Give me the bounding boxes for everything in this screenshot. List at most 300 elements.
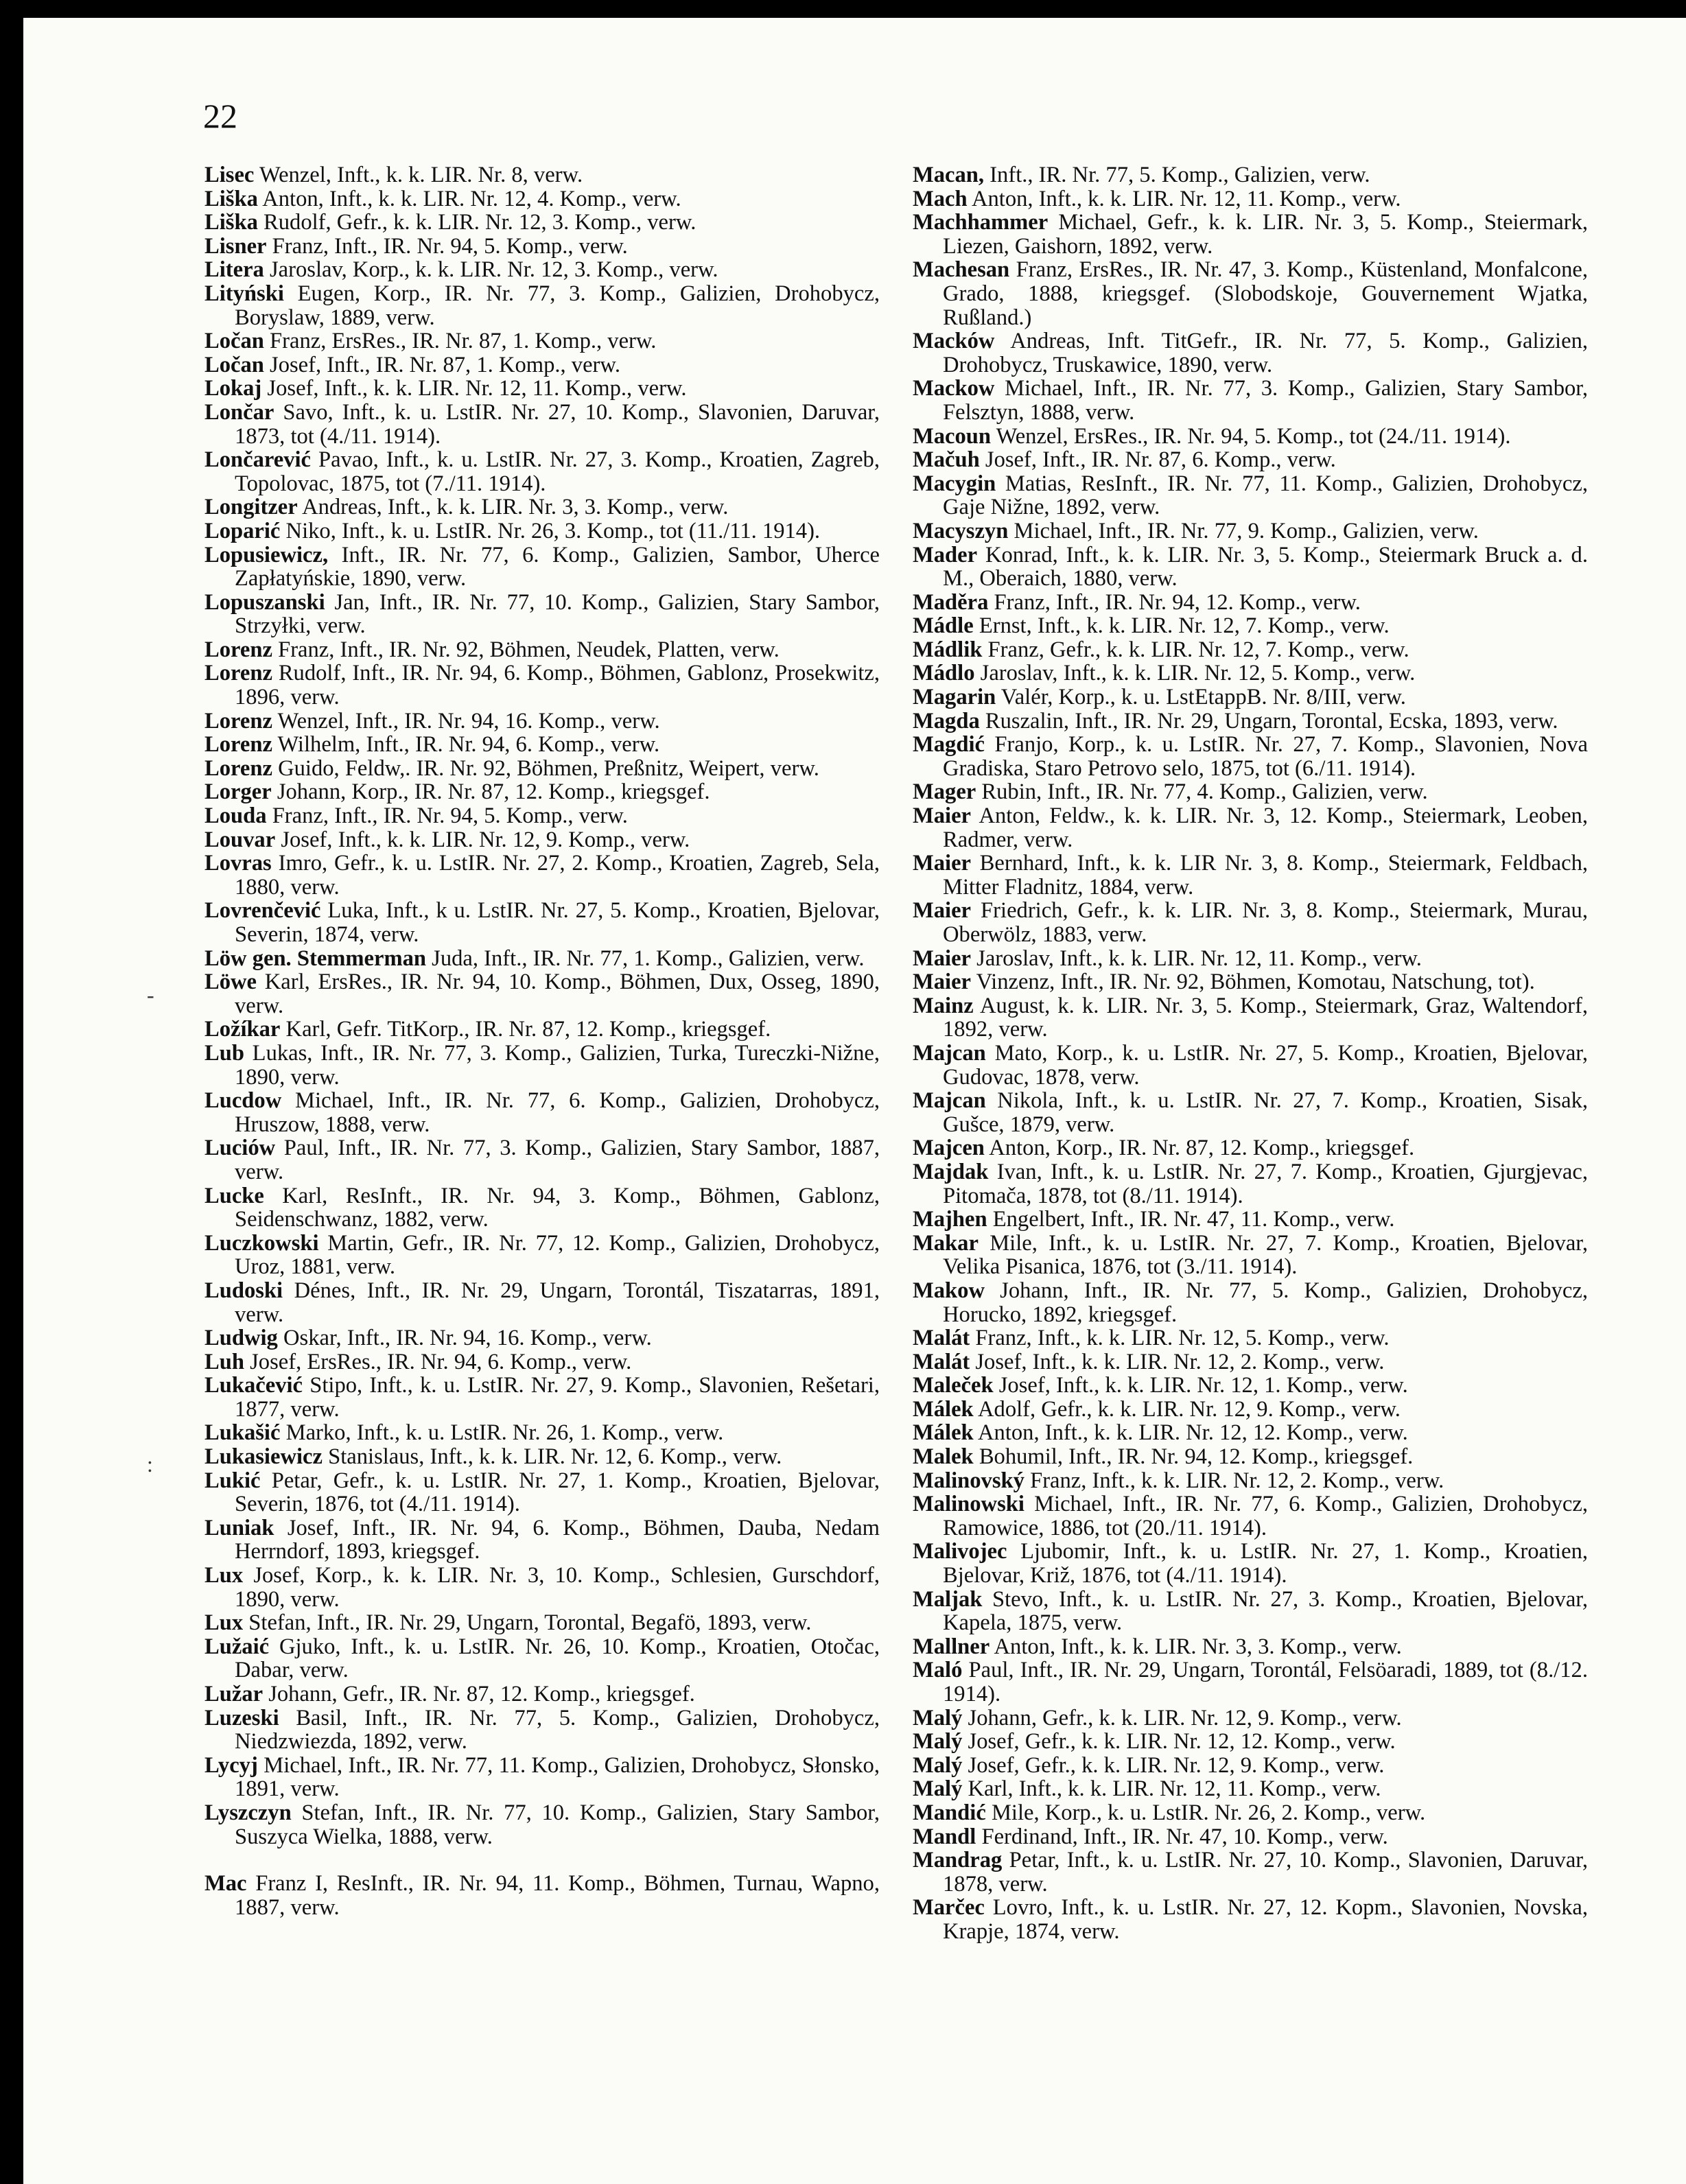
register-entry: [204, 1136, 880, 1184]
entry-details: Ruszalin, Inft., IR. Nr. 29, Ungarn, Torontal, Ecska, 1893, verw.: [979, 708, 1558, 733]
entry-surname: Löwe: [204, 970, 257, 995]
register-entry: [913, 1398, 1588, 1422]
entry-surname: Lopusiewicz,: [204, 542, 329, 567]
register-entry: [204, 519, 880, 543]
entry-details: Pavao, Inft., k. u. LstIR. Nr. 27, 3. Komp., Kroatien, Zagreb, Topolovac, 1875, tot (7./11. 1914).: [235, 447, 880, 496]
entry-details: Josef, Gefr., k. k. LIR. Nr. 12, 9. Komp., verw.: [962, 1752, 1385, 1778]
register-entry: [913, 591, 1588, 615]
entry-surname: Ludoski: [204, 1278, 283, 1303]
register-entry: [204, 187, 880, 211]
entry-details: Karl, ResInft., IR. Nr. 94, 3. Komp., Böhmen, Gablonz, Seidenschwanz, 1882, verw.: [235, 1183, 880, 1232]
entry-details: Josef, Inft., IR. Nr. 87, 6. Komp., verw.: [979, 447, 1336, 473]
entry-surname: Lorenz: [204, 708, 272, 733]
entry-details: Franjo, Korp., k. u. LstIR. Nr. 27, 7. Komp., Slavonien, Nova Gradiska, Staro Petrovo selo, 1875, tot (6./11. 1914).: [943, 732, 1588, 781]
register-entry: [204, 1374, 880, 1421]
entry-surname: Mádlik: [913, 637, 983, 662]
entry-surname: Lopuszanski: [204, 589, 325, 615]
entry-details: Imro, Gefr., k. u. LstIR. Nr. 27, 2. Komp., Kroatien, Zagreb, Sela, 1880, verw.: [235, 851, 880, 900]
entry-details: Inft., IR. Nr. 77, 5. Komp., Galizien, verw.: [984, 163, 1370, 187]
entry-details: Petar, Inft., k. u. LstIR. Nr. 27, 10. Komp., Slavonien, Daruvar, 1878, verw.: [943, 1848, 1588, 1897]
entry-details: Bohumil, Inft., IR. Nr. 94, 12. Komp., kriegsgef.: [973, 1444, 1414, 1470]
register-entry: [913, 970, 1588, 994]
register-entry: [204, 235, 880, 259]
register-entry: [913, 1896, 1588, 1943]
entry-surname: Macyszyn: [913, 518, 1009, 543]
entry-details: Lovro, Inft., k. u. LstIR. Nr. 27, 12. Kopm., Slavonien, Novska, Krapje, 1874, verw.: [943, 1895, 1588, 1944]
register-entry: [204, 211, 880, 235]
register-entry: [913, 1042, 1588, 1089]
entry-surname: Malinowski: [913, 1492, 1025, 1517]
entry-details: Valér, Korp., k. u. LstEtappB. Nr. 8/III, verw.: [996, 685, 1406, 710]
entry-details: Andreas, Inft., k. k. LIR. Nr. 3, 3. Komp., verw.: [297, 495, 729, 520]
entry-surname: Malinovský: [913, 1468, 1025, 1493]
entry-details: Friedrich, Gefr., k. k. LIR. Nr. 3, 8. Komp., Steiermark, Murau, Oberwölz, 1883, verw.: [943, 898, 1588, 947]
register-entry: [913, 1635, 1588, 1659]
register-entry: [204, 780, 880, 804]
entry-surname: Lityński: [204, 281, 284, 306]
entry-surname: Maier: [913, 803, 972, 829]
entry-surname: Macków: [913, 329, 995, 354]
register-entry: [204, 1706, 880, 1754]
register-entry: [204, 1611, 880, 1635]
entry-details: Franz, Inft., k. k. LIR. Nr. 12, 5. Komp., verw.: [970, 1326, 1390, 1351]
entry-surname: Makar: [913, 1230, 979, 1256]
register-entry: [913, 709, 1588, 733]
entry-details: Josef, Inft., IR. Nr. 94, 6. Komp., Böhmen, Dauba, Nedam Herrndorf, 1893, kriegsgef.: [235, 1515, 880, 1564]
entry-details: Vinzenz, Inft., IR. Nr. 92, Böhmen, Komotau, Natschung, tot).: [971, 970, 1535, 995]
entry-surname: Ločan: [204, 352, 264, 377]
entry-surname: Malivojec: [913, 1539, 1007, 1564]
entry-surname: Lorenz: [204, 637, 272, 662]
register-entry: [204, 1445, 880, 1469]
entry-details: Michael, Inft., IR. Nr. 77, 6. Komp., Galizien, Drohobycz, Hruszow, 1888, verw.: [235, 1088, 880, 1137]
entry-surname: Mádle: [913, 613, 974, 639]
register-entry: [913, 1825, 1588, 1849]
register-entry: [913, 472, 1588, 519]
entry-surname: Mallner: [913, 1634, 990, 1659]
entry-details: Marko, Inft., k. u. LstIR. Nr. 26, 1. Komp., verw.: [280, 1420, 724, 1446]
register-entry: [913, 1801, 1588, 1825]
register-entry: [913, 187, 1588, 211]
register-entry: [204, 709, 880, 733]
register-entry: [913, 1279, 1588, 1326]
page-number: 22: [203, 97, 237, 135]
entry-details: Konrad, Inft., k. k. LIR. Nr. 3, 5. Komp., Steiermark Bruck a. d. M., Oberaich, 1880, verw.: [943, 542, 1588, 591]
register-entry: [913, 1658, 1588, 1706]
register-entry: [913, 377, 1588, 424]
entry-details: Ljubomir, Inft., k. u. LstIR. Nr. 27, 1. Komp., Kroatien, Bjelovar, Križ, 1876, tot (4./11. 1914).: [943, 1539, 1588, 1588]
entry-surname: Litera: [204, 257, 264, 283]
entry-details: Eugen, Korp., IR. Nr. 77, 3. Komp., Galizien, Drohobycz, Boryslaw, 1889, verw.: [235, 281, 880, 330]
entry-surname: Lukić: [204, 1468, 261, 1493]
register-entry: [204, 1350, 880, 1374]
entry-details: Wenzel, Inft., k. k. LIR. Nr. 8, verw.: [254, 163, 583, 187]
entry-surname: Maier: [913, 898, 972, 924]
register-entry: [913, 1421, 1588, 1445]
entry-details: Paul, Inft., IR. Nr. 29, Ungarn, Torontál, Felsöaradi, 1889, tot (8./12. 1914).: [943, 1658, 1588, 1706]
register-entry: [913, 1089, 1588, 1136]
entry-surname: Lisner: [204, 233, 267, 259]
entry-details: Engelbert, Inft., IR. Nr. 47, 11. Komp., verw.: [987, 1207, 1395, 1232]
register-entry: [204, 1184, 880, 1232]
register-entry: [204, 828, 880, 852]
entry-surname: Luh: [204, 1349, 244, 1374]
register-entry: [204, 757, 880, 781]
entry-details: Matias, ResInft., IR. Nr. 77, 11. Komp., Galizien, Drohobycz, Gaje Nižne, 1892, verw.: [943, 471, 1588, 520]
right-column: [913, 163, 1588, 1944]
entry-details: Stevo, Inft., k. u. LstIR. Nr. 27, 3. Komp., Kroatien, Bjelovar, Kapela, 1875, verw.: [943, 1586, 1588, 1636]
entry-details: Stipo, Inft., k. u. LstIR. Nr. 27, 9. Komp., Slavonien, Rešetari, 1877, verw.: [235, 1373, 880, 1422]
entry-surname: Mackow: [913, 376, 995, 401]
entry-details: Johann, Korp., IR. Nr. 87, 12. Komp., kriegsgef.: [271, 779, 710, 805]
entry-details: Luka, Inft., k u. LstIR. Nr. 27, 5. Komp., Kroatien, Bjelovar, Severin, 1874, verw.: [235, 898, 880, 947]
document-page: [23, 18, 1686, 2184]
entry-details: Franz, Inft., IR. Nr. 92, Böhmen, Neudek, Platten, verw.: [272, 637, 780, 662]
entry-surname: Macoun: [913, 423, 992, 449]
entry-details: Guido, Feldw,. IR. Nr. 92, Böhmen, Preßnitz, Weipert, verw.: [272, 755, 819, 781]
register-entry: [204, 1801, 880, 1848]
register-entry: [204, 1872, 880, 1919]
entry-surname: Ložíkar: [204, 1017, 281, 1042]
register-entry: [913, 1208, 1588, 1232]
entry-surname: Loparić: [204, 518, 281, 543]
entry-surname: Liška: [204, 210, 258, 235]
entry-details: Wenzel, Inft., IR. Nr. 94, 16. Komp., verw.: [272, 708, 660, 733]
entry-surname: Louda: [204, 803, 267, 829]
entry-surname: Ludwig: [204, 1326, 278, 1351]
register-entry: [204, 970, 880, 1018]
entry-surname: Liška: [204, 186, 258, 211]
register-entry: [913, 1374, 1588, 1398]
entry-surname: Lokaj: [204, 376, 262, 401]
register-entry: [204, 638, 880, 662]
entry-surname: Lukasiewicz: [204, 1444, 323, 1470]
entry-surname: Majcen: [913, 1136, 985, 1161]
entry-details: Wilhelm, Inft., IR. Nr. 94, 6. Komp., verw.: [272, 732, 660, 758]
register-entry: [913, 1232, 1588, 1279]
entry-surname: Ločan: [204, 329, 264, 354]
entry-details: Rubin, Inft., IR. Nr. 77, 4. Komp., Galizien, verw.: [976, 779, 1428, 805]
entry-details: Bernhard, Inft., k. k. LIR Nr. 3, 8. Komp., Steiermark, Feldbach, Mitter Fladnitz, 1884, verw.: [943, 851, 1588, 900]
register-entry: [913, 1754, 1588, 1778]
register-entry: [204, 1469, 880, 1516]
entry-surname: Louvar: [204, 827, 276, 852]
entry-surname: Mager: [913, 779, 976, 805]
entry-surname: Makow: [913, 1278, 985, 1303]
entry-details: Karl, Inft., k. k. LIR. Nr. 12, 11. Komp., verw.: [962, 1776, 1381, 1802]
entry-surname: Lovras: [204, 851, 272, 876]
register-entry: [913, 1445, 1588, 1469]
entry-details: Johann, Gefr., IR. Nr. 87, 12. Komp., kriegsgef.: [263, 1682, 695, 1706]
register-entry: [204, 733, 880, 757]
register-entry: [913, 425, 1588, 449]
entry-surname: Mach: [913, 186, 968, 211]
entry-surname: Majcan: [913, 1088, 986, 1114]
entry-details: Lukas, Inft., IR. Nr. 77, 3. Komp., Galizien, Turka, Tureczki-Nižne, 1890, verw.: [235, 1040, 880, 1090]
entry-details: Anton, Inft., k. k. LIR. Nr. 3, 3. Komp., verw.: [990, 1634, 1402, 1659]
entry-details: Franz, Inft., k. k. LIR. Nr. 12, 2. Komp., verw.: [1024, 1468, 1444, 1493]
register-entry: [204, 1279, 880, 1326]
register-entry: [204, 1421, 880, 1445]
register-entry: [204, 258, 880, 282]
register-entry: [913, 1588, 1588, 1635]
register-entry: [913, 1160, 1588, 1208]
entry-surname: Lovrenčević: [204, 898, 321, 924]
register-entry: [913, 448, 1588, 472]
entry-details: Basil, Inft., IR. Nr. 77, 5. Komp., Galizien, Drohobycz, Niedzwiezda, 1892, verw.: [235, 1705, 880, 1754]
register-entry: [913, 1730, 1588, 1754]
entry-details: Stefan, Inft., IR. Nr. 29, Ungarn, Torontal, Begafö, 1893, verw.: [243, 1610, 812, 1636]
margin-mark: :: [147, 1452, 153, 1477]
entry-surname: Lucdow: [204, 1088, 282, 1114]
entry-surname: Lončar: [204, 399, 274, 425]
register-entry: [204, 353, 880, 377]
register-entry: [204, 282, 880, 329]
entry-details: Michael, Gefr., k. k. LIR. Nr. 3, 5. Komp., Steiermark, Liezen, Gaishorn, 1892, verw.: [943, 210, 1588, 259]
register-entry: [204, 163, 880, 187]
register-entry: [913, 1136, 1588, 1160]
entry-details: Franz, Inft., IR. Nr. 94, 5. Komp., verw.: [266, 233, 628, 259]
register-entry: [204, 401, 880, 448]
entry-surname: Luciów: [204, 1136, 276, 1161]
register-entry: [204, 899, 880, 946]
entry-surname: Malý: [913, 1776, 963, 1802]
entry-details: Josef, Gefr., k. k. LIR. Nr. 12, 12. Komp., verw.: [962, 1729, 1396, 1754]
entry-details: Ferdinand, Inft., IR. Nr. 47, 10. Komp., verw.: [976, 1824, 1388, 1849]
entry-surname: Majdak: [913, 1159, 989, 1184]
entry-surname: Mainz: [913, 993, 974, 1018]
entry-surname: Löw gen. Stemmerman: [204, 946, 427, 971]
register-entry: [913, 804, 1588, 852]
entry-details: Mile, Inft., k. u. LstIR. Nr. 27, 7. Komp., Kroatien, Bjelovar, Velika Pisanica, 1876, tot (3./11. 1914).: [943, 1230, 1588, 1280]
entry-details: Dénes, Inft., IR. Nr. 29, Ungarn, Torontál, Tiszatarras, 1891, verw.: [235, 1278, 880, 1327]
entry-details: Josef, Inft., IR. Nr. 87, 1. Komp., verw.: [264, 352, 620, 377]
register-entry: [913, 1777, 1588, 1801]
register-entry: [913, 685, 1588, 709]
entry-surname: Maljak: [913, 1586, 983, 1612]
entry-details: Ivan, Inft., k. u. LstIR. Nr. 27, 7. Komp., Kroatien, Gjurgjevac, Pitomača, 1878, tot (8./11. 1914).: [943, 1159, 1588, 1208]
register-entry: [204, 804, 880, 828]
entry-details: Franz I, ResInft., IR. Nr. 94, 11. Komp., Böhmen, Turnau, Wapno, 1887, verw.: [235, 1871, 880, 1920]
register-entry: [913, 1492, 1588, 1540]
entry-details: Anton, Korp., IR. Nr. 87, 12. Komp., kriegsgef.: [984, 1136, 1415, 1161]
register-entry: [913, 211, 1588, 258]
entry-details: Rudolf, Gefr., k. k. LIR. Nr. 12, 3. Komp., verw.: [257, 210, 696, 235]
register-entry: [204, 1018, 880, 1042]
entry-details: August, k. k. LIR. Nr. 3, 5. Komp., Steiermark, Graz, Waltendorf, 1892, verw.: [943, 993, 1588, 1042]
entry-details: Adolf, Gefr., k. k. LIR. Nr. 12, 9. Komp., verw.: [973, 1396, 1401, 1422]
entry-surname: Machesan: [913, 257, 1010, 283]
entry-details: Johann, Gefr., k. k. LIR. Nr. 12, 9. Komp., verw.: [962, 1705, 1402, 1730]
entry-details: Stefan, Inft., IR. Nr. 77, 10. Komp., Galizien, Stary Sambor, Suszyca Wielka, 1888, verw.: [235, 1800, 880, 1849]
entry-surname: Luczkowski: [204, 1230, 319, 1256]
entry-surname: Lyszczyn: [204, 1800, 292, 1825]
entry-surname: Magda: [913, 708, 980, 733]
entry-details: Rudolf, Inft., IR. Nr. 94, 6. Komp., Böhmen, Gablonz, Prosekwitz, 1896, verw.: [235, 661, 880, 710]
register-entry: [913, 733, 1588, 780]
entry-details: Ernst, Inft., k. k. LIR. Nr. 12, 7. Komp., verw.: [973, 613, 1390, 639]
entry-surname: Mader: [913, 542, 978, 567]
register-entry: [913, 1848, 1588, 1896]
register-entry: [204, 661, 880, 709]
entry-surname: Mačuh: [913, 447, 980, 473]
register-entry: [204, 1635, 880, 1682]
entry-surname: Lorenz: [204, 732, 272, 758]
entry-details: Nikola, Inft., k. u. LstIR. Nr. 27, 7. Komp., Kroatien, Sisak, Gušce, 1879, verw.: [943, 1088, 1588, 1137]
entry-surname: Lužar: [204, 1682, 264, 1706]
entry-surname: Málek: [913, 1420, 974, 1446]
register-entry: [204, 1089, 880, 1136]
register-entry: [913, 1469, 1588, 1493]
register-entry: [204, 1564, 880, 1611]
entry-details: Inft., IR. Nr. 77, 6. Komp., Galizien, Sambor, Uherce Zapłatyńskie, 1890, verw.: [235, 542, 880, 591]
register-entry: [913, 994, 1588, 1042]
entry-surname: Machhammer: [913, 210, 1049, 235]
entry-details: Jan, Inft., IR. Nr. 77, 10. Komp., Galizien, Stary Sambor, Strzyłki, verw.: [235, 589, 880, 639]
entry-details: Josef, Inft., k. k. LIR. Nr. 12, 2. Komp., verw.: [970, 1349, 1385, 1374]
entry-details: Oskar, Inft., IR. Nr. 94, 16. Komp., verw.: [277, 1326, 652, 1351]
entry-details: Mato, Korp., k. u. LstIR. Nr. 27, 5. Komp., Kroatien, Bjelovar, Gudovac, 1878, verw.: [943, 1040, 1588, 1090]
entry-details: Josef, Inft., k. k. LIR. Nr. 12, 11. Komp., verw.: [261, 376, 687, 401]
entry-surname: Marčec: [913, 1895, 985, 1921]
entry-surname: Lub: [204, 1040, 244, 1066]
register-entry: [204, 1326, 880, 1350]
entry-details: Petar, Gefr., k. u. LstIR. Nr. 27, 1. Komp., Kroatien, Bjelovar, Severin, 1876, tot (4./11. 1914).: [235, 1468, 880, 1517]
entry-surname: Malý: [913, 1705, 963, 1730]
entry-details: Mile, Korp., k. u. LstIR. Nr. 26, 2. Komp., verw.: [985, 1800, 1426, 1825]
entry-surname: Luzeski: [204, 1705, 279, 1730]
register-entry: [913, 614, 1588, 638]
register-entry: [204, 329, 880, 353]
register-entry: [204, 448, 880, 495]
entry-details: Josef, ErsRes., IR. Nr. 94, 6. Komp., verw.: [244, 1349, 632, 1374]
entry-surname: Magdić: [913, 732, 985, 758]
register-entry: [204, 1754, 880, 1801]
entry-details: Franz, ErsRes., IR. Nr. 47, 3. Komp., Küstenland, Monfalcone, Grado, 1888, kriegsgef. (Slobodskoje, Gouvernement Wjatka, Rußland.): [943, 257, 1588, 330]
entry-details: Andreas, Inft. TitGefr., IR. Nr. 77, 5. Komp., Galizien, Drohobycz, Truskawice, 1890, verw.: [943, 329, 1588, 377]
entry-details: Jaroslav, Korp., k. k. LIR. Nr. 12, 3. Komp., verw.: [264, 257, 718, 283]
entry-surname: Málek: [913, 1396, 974, 1422]
entry-details: Michael, Inft., IR. Nr. 77, 11. Komp., Galizien, Drohobycz, Słonsko, 1891, verw.: [235, 1752, 880, 1802]
entry-surname: Lončarević: [204, 447, 312, 473]
register-entry: [913, 899, 1588, 946]
register-entry: [913, 638, 1588, 662]
register-entry: [204, 947, 880, 971]
register-entry: [913, 947, 1588, 971]
register-entry: [913, 258, 1588, 329]
register-entry: [913, 329, 1588, 377]
entry-surname: Lucke: [204, 1183, 264, 1208]
entry-surname: Lisec: [204, 163, 255, 187]
entry-surname: Malát: [913, 1326, 970, 1351]
entry-surname: Mandić: [913, 1800, 986, 1825]
entry-details: Anton, Inft., k. k. LIR. Nr. 12, 12. Komp., verw.: [973, 1420, 1408, 1446]
register-entry: [204, 377, 880, 401]
register-entry: [913, 519, 1588, 543]
entry-surname: Magarin: [913, 685, 996, 710]
entry-surname: Mádlo: [913, 661, 975, 686]
register-entry: [913, 1350, 1588, 1374]
entry-surname: Maděra: [913, 589, 989, 615]
entry-details: Johann, Inft., IR. Nr. 77, 5. Komp., Galizien, Drohobycz, Horucko, 1892, kriegsgef.: [943, 1278, 1588, 1327]
entry-surname: Majhen: [913, 1207, 987, 1232]
entry-details: Martin, Gefr., IR. Nr. 77, 12. Komp., Galizien, Drohobycz, Uroz, 1881, verw.: [235, 1230, 880, 1280]
entry-surname: Maier: [913, 851, 972, 876]
entry-details: Jaroslav, Inft., k. k. LIR. Nr. 12, 11. Komp., verw.: [971, 946, 1422, 971]
register-entry: [204, 852, 880, 899]
register-entry: [913, 163, 1588, 187]
entry-surname: Lorger: [204, 779, 272, 805]
register-entry: [913, 852, 1588, 899]
entry-surname: Mandrag: [913, 1848, 1003, 1873]
entry-surname: Longitzer: [204, 495, 298, 520]
entry-details: Michael, Inft., IR. Nr. 77, 3. Komp., Galizien, Stary Sambor, Felsztyn, 1888, verw.: [943, 376, 1588, 425]
entry-surname: Lorenz: [204, 755, 272, 781]
entry-details: Karl, ErsRes., IR. Nr. 94, 10. Komp., Böhmen, Dux, Osseg, 1890, verw.: [235, 970, 880, 1018]
register-entry: [913, 1540, 1588, 1587]
entry-surname: Lux: [204, 1610, 244, 1636]
entry-surname: Lukačević: [204, 1373, 303, 1398]
entry-details: Michael, Inft., IR. Nr. 77, 6. Komp., Galizien, Drohobycz, Ramowice, 1886, tot (20./11. 1914).: [943, 1492, 1588, 1540]
entry-details: Jaroslav, Inft., k. k. LIR. Nr. 12, 5. Komp., verw.: [974, 661, 1416, 686]
entry-details: Karl, Gefr. TitKorp., IR. Nr. 87, 12. Komp., kriegsgef.: [280, 1017, 771, 1042]
entry-details: Niko, Inft., k. u. LstIR. Nr. 26, 3. Komp., tot (11./11. 1914).: [280, 518, 821, 543]
entry-surname: Lux: [204, 1563, 244, 1588]
entry-details: Franz, Inft., IR. Nr. 94, 5. Komp., verw.: [266, 803, 628, 829]
register-entry: [913, 780, 1588, 804]
entry-details: Anton, Inft., k. k. LIR. Nr. 12, 11. Komp., verw.: [967, 186, 1401, 211]
entry-surname: Lužaić: [204, 1634, 270, 1659]
entry-details: Anton, Feldw., k. k. LIR. Nr. 3, 12. Komp., Steiermark, Leoben, Radmer, verw.: [943, 803, 1588, 852]
entry-surname: Mandl: [913, 1824, 976, 1849]
entry-details: Josef, Inft., k. k. LIR. Nr. 12, 1. Komp., verw.: [993, 1373, 1408, 1398]
register-entry: [204, 1516, 880, 1564]
entry-surname: Maier: [913, 946, 972, 971]
entry-details: Michael, Inft., IR. Nr. 77, 9. Komp., Galizien, verw.: [1008, 518, 1479, 543]
left-column: [204, 163, 880, 1919]
entry-surname: Macan,: [913, 163, 985, 187]
register-entry: [913, 1706, 1588, 1730]
entry-details: Josef, Inft., k. k. LIR. Nr. 12, 9. Komp., verw.: [275, 827, 690, 852]
entry-surname: Majcan: [913, 1040, 986, 1066]
entry-details: Paul, Inft., IR. Nr. 77, 3. Komp., Galizien, Stary Sambor, 1887, verw.: [235, 1136, 880, 1184]
entry-surname: Macygin: [913, 471, 996, 496]
entry-surname: Maleček: [913, 1373, 994, 1398]
entry-details: Franz, Inft., IR. Nr. 94, 12. Komp., verw.: [988, 589, 1361, 615]
entry-details: Anton, Inft., k. k. LIR. Nr. 12, 4. Komp., verw.: [257, 186, 681, 211]
entry-surname: Malek: [913, 1444, 974, 1470]
entry-surname: Luniak: [204, 1515, 274, 1540]
entry-details: Franz, Gefr., k. k. LIR. Nr. 12, 7. Komp., verw.: [982, 637, 1409, 662]
entry-surname: Malát: [913, 1349, 970, 1374]
entry-details: Franz, ErsRes., IR. Nr. 87, 1. Komp., verw.: [264, 329, 657, 354]
register-entry: [204, 1042, 880, 1089]
entry-surname: Lukašić: [204, 1420, 281, 1446]
entry-details: Savo, Inft., k. u. LstIR. Nr. 27, 10. Komp., Slavonien, Daruvar, 1873, tot (4./11. 1914).: [235, 399, 880, 449]
entry-surname: Mac: [204, 1871, 247, 1897]
register-entry: [204, 1682, 880, 1706]
entry-surname: Malý: [913, 1752, 963, 1778]
entry-surname: Maló: [913, 1658, 963, 1683]
register-entry: [204, 543, 880, 591]
register-entry: [913, 543, 1588, 591]
register-entry: [913, 661, 1588, 685]
entry-surname: Lycyj: [204, 1752, 258, 1778]
margin-mark: -: [147, 983, 154, 1007]
entry-details: Wenzel, ErsRes., IR. Nr. 94, 5. Komp., tot (24./11. 1914).: [991, 423, 1511, 449]
entry-details: Stanislaus, Inft., k. k. LIR. Nr. 12, 6. Komp., verw.: [322, 1444, 782, 1470]
entry-details: Juda, Inft., IR. Nr. 77, 1. Komp., Galizien, verw.: [426, 946, 865, 971]
